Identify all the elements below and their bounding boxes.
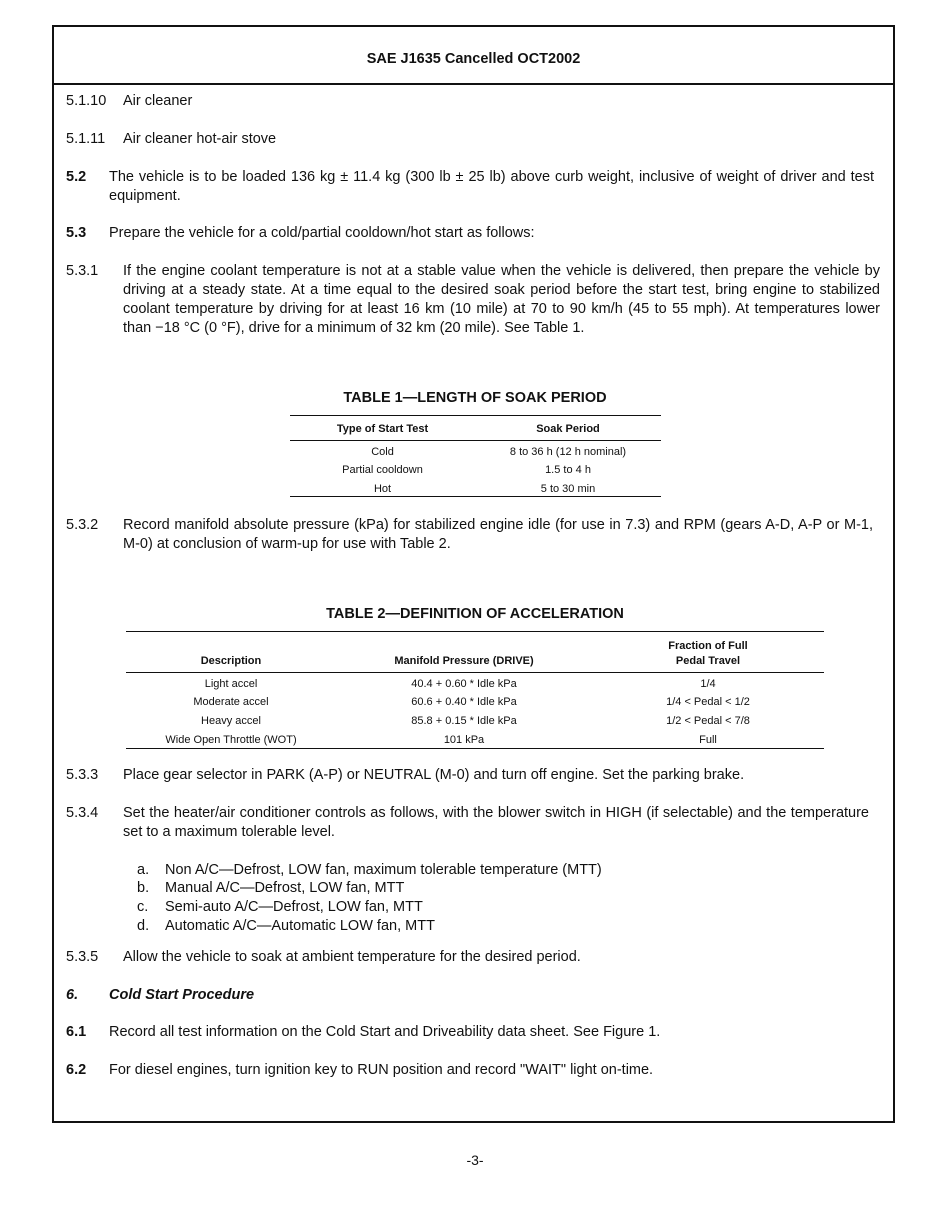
table1-header-rule xyxy=(290,440,661,441)
section-text-5-1-10: Air cleaner xyxy=(123,93,193,109)
table-cell: 1/4 xyxy=(700,678,716,690)
table-cell: Wide Open Throttle (WOT) xyxy=(165,734,297,746)
section-heading-6: Cold Start Procedure xyxy=(109,987,255,1003)
document-header xyxy=(54,27,893,85)
list-item-letter: b. xyxy=(137,880,150,896)
list-item-letter: c. xyxy=(137,899,149,915)
table1-top-rule xyxy=(290,415,661,416)
section-text-5-2: The vehicle is to be loaded 136 kg ± 11.4 kg (300 lb ± 25 lb) above curb weight, inclusive of weight of driver and test equipment. xyxy=(109,169,874,204)
table-cell: 60.6 + 0.40 * Idle kPa xyxy=(411,696,517,708)
list-item: Manual A/C—Defrost, LOW fan, MTT xyxy=(165,880,405,896)
list-item: Non A/C—Defrost, LOW fan, maximum tolerable temperature (MTT) xyxy=(165,862,602,878)
table-cell: Hot xyxy=(373,483,392,495)
section-number-5-3-4: 5.3.4 xyxy=(66,805,99,821)
table-cell: 1.5 to 4 h xyxy=(545,464,591,476)
section-text-5-3-3: Place gear selector in PARK (A-P) or NEUTRAL (M-0) and turn off engine. Set the parking brake. xyxy=(123,767,745,783)
table-cell: 101 kPa xyxy=(443,734,485,746)
section-number-5-3-2: 5.3.2 xyxy=(66,517,99,533)
section-number-6-1: 6.1 xyxy=(66,1024,87,1040)
section-text-6-1: Record all test information on the Cold Start and Driveability data sheet. See Figure 1. xyxy=(109,1024,661,1040)
section-text-5-3-2: Record manifold absolute pressure (kPa) for stabilized engine idle (for use in 7.3) and RPM (gears A-D, A-P or M-1, M-0) at conclusion of warm-up for use with Table 2. xyxy=(123,517,873,552)
table-cell: 8 to 36 h (12 h nominal) xyxy=(509,446,627,458)
table1-bottom-rule xyxy=(290,496,661,497)
section-number-5-1-11: 5.1.11 xyxy=(66,131,106,147)
section-number-6: 6. xyxy=(66,987,79,1003)
table1-header-soak: Soak Period xyxy=(536,423,600,435)
table-cell: Full xyxy=(699,734,717,746)
section-number-5-3-5: 5.3.5 xyxy=(66,949,99,965)
table1-title: TABLE 1—LENGTH OF SOAK PERIOD xyxy=(343,390,607,406)
table-cell: 5 to 30 min xyxy=(540,483,596,495)
section-number-6-2: 6.2 xyxy=(66,1062,87,1078)
section-text-5-3-4: Set the heater/air conditioner controls as follows, with the blower switch in HIGH (if selectable) and the temperature set to a maximum tolerable level. xyxy=(123,805,869,840)
table-cell: Light accel xyxy=(204,678,258,690)
table1-header-type: Type of Start Test xyxy=(336,423,429,435)
section-text-6-2: For diesel engines, turn ignition key to RUN position and record "WAIT" light on-time. xyxy=(109,1062,654,1078)
table2-header-pedal: Pedal Travel xyxy=(675,655,741,667)
table-cell: 1/4 < Pedal < 1/2 xyxy=(666,696,750,708)
section-text-5-3-1: If the engine coolant temperature is not at a stable value when the vehicle is delivered, then prepare the vehicle by driving at a steady state. At a time equal to the desired soak period before the start test, bring engine to stabilized coolant temperature by driving for at least 16 km (10 mile) at 70 to 90 km/h (45 to 55 mph). At temperatures lower than −18 °C (0 °F), drive for a minimum of 32 km (20 mile). See Table 1. xyxy=(123,263,880,336)
table2-top-rule xyxy=(126,631,824,632)
page-number: -3- xyxy=(466,1152,484,1168)
section-number-5-1-10: 5.1.10 xyxy=(66,93,107,109)
table2-header-rule xyxy=(126,672,824,673)
section-number-5-3: 5.3 xyxy=(66,225,87,241)
table-cell: Heavy accel xyxy=(201,715,261,727)
section-text-5-3-5: Allow the vehicle to soak at ambient temperature for the desired period. xyxy=(123,949,581,965)
table-cell: Moderate accel xyxy=(193,696,269,708)
table2-title: TABLE 2—DEFINITION OF ACCELERATION xyxy=(326,606,624,622)
section-number-5-2: 5.2 xyxy=(66,169,87,185)
section-text-5-3: Prepare the vehicle for a cold/partial cooldown/hot start as follows: xyxy=(109,225,535,241)
section-text-5-1-11: Air cleaner hot-air stove xyxy=(123,131,277,147)
section-number-5-3-1: 5.3.1 xyxy=(66,263,99,279)
list-item-letter: d. xyxy=(137,918,150,934)
table2-header-description: Description xyxy=(200,655,262,667)
section-number-5-3-3: 5.3.3 xyxy=(66,767,99,783)
table-cell: 1/2 < Pedal < 7/8 xyxy=(666,715,750,727)
table2-bottom-rule xyxy=(126,748,824,749)
table-cell: 85.8 + 0.15 * Idle kPa xyxy=(411,715,517,727)
document-title: SAE J1635 Cancelled OCT2002 xyxy=(366,51,581,67)
list-item: Semi-auto A/C—Defrost, LOW fan, MTT xyxy=(165,899,423,915)
list-item-letter: a. xyxy=(137,862,150,878)
table-cell: Cold xyxy=(371,446,394,458)
list-item: Automatic A/C—Automatic LOW fan, MTT xyxy=(165,918,435,934)
table2-header-pressure: Manifold Pressure (DRIVE) xyxy=(394,655,534,667)
table2-header-fraction: Fraction of Full xyxy=(668,640,748,652)
table-cell: 40.4 + 0.60 * Idle kPa xyxy=(411,678,517,690)
table-cell: Partial cooldown xyxy=(342,464,423,476)
